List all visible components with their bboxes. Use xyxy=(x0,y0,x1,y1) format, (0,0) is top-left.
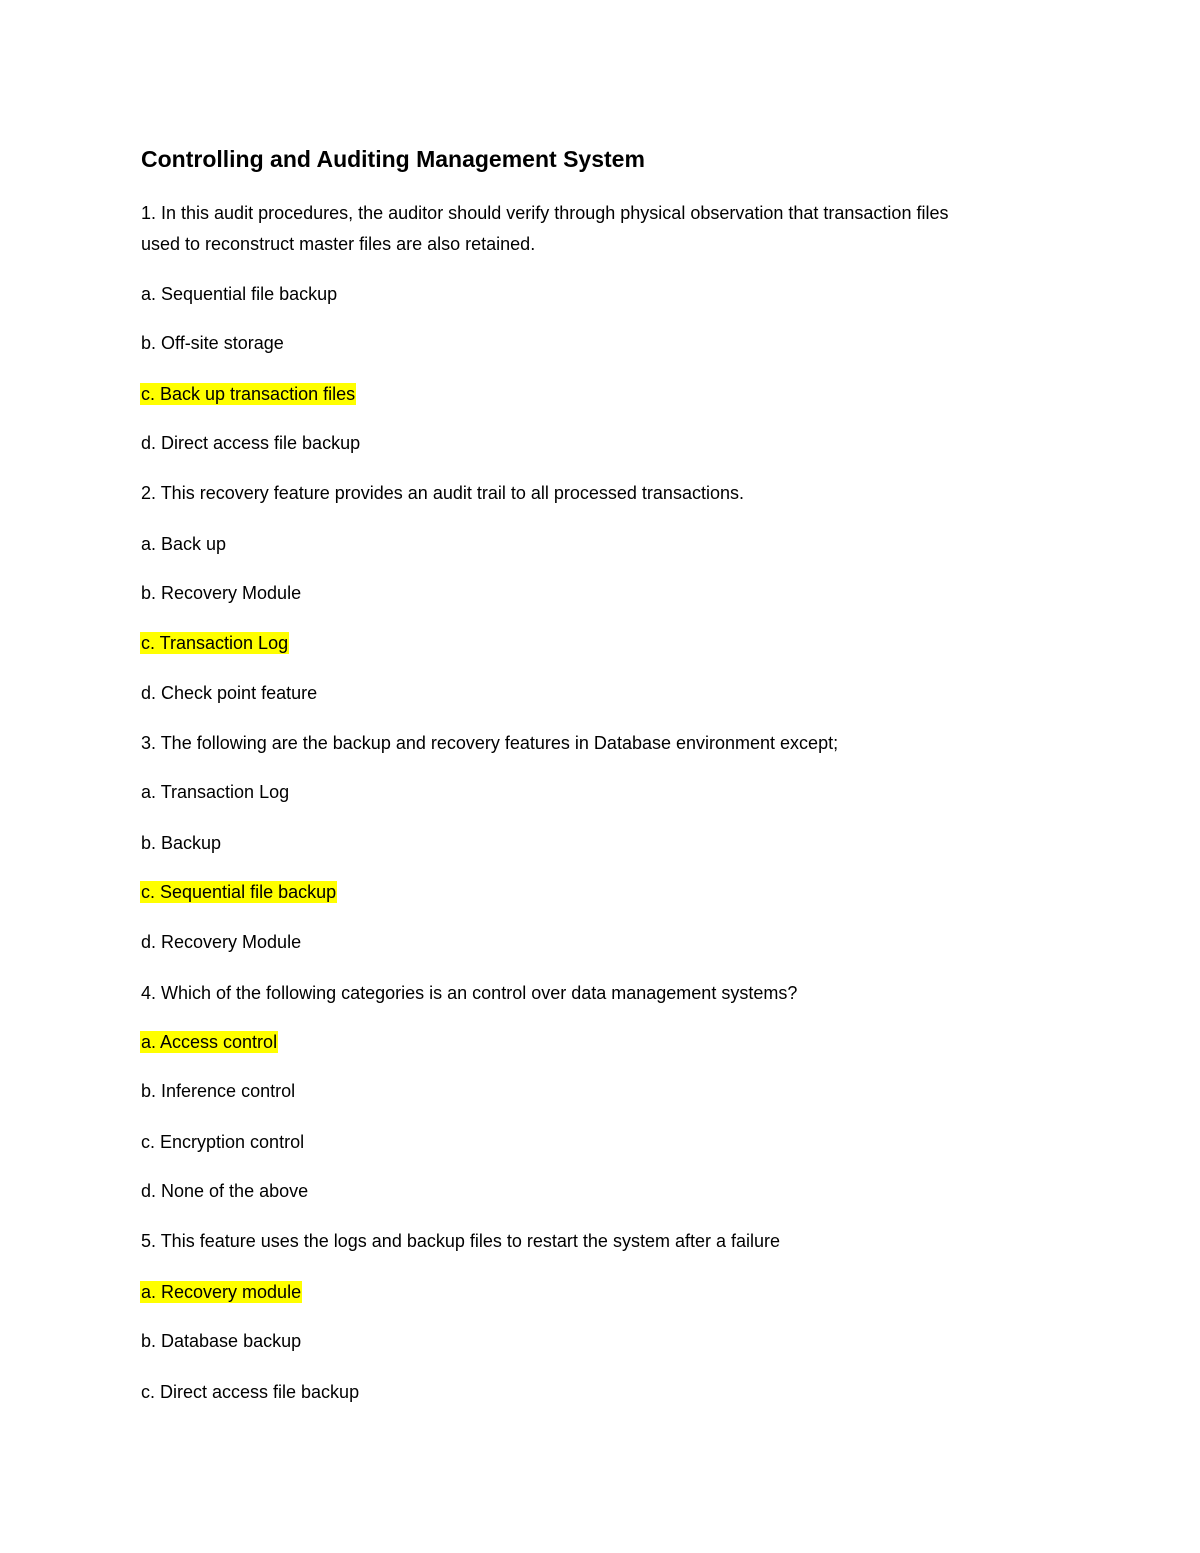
answer-option xyxy=(141,831,221,855)
question-text: used to reconstruct master files are also retained. xyxy=(141,234,536,254)
question-text: 4. Which of the following categories is an control over data management systems? xyxy=(141,983,798,1003)
option-text: d. Recovery Module xyxy=(141,932,302,952)
option-text: a. Transaction Log xyxy=(141,782,290,802)
option-text: a. Sequential file backup xyxy=(141,284,338,304)
question-2 xyxy=(141,481,744,505)
question-1-line-2 xyxy=(141,232,535,256)
highlighted-answer: c. Back up transaction files xyxy=(141,384,356,404)
document-title: Controlling and Auditing Management System xyxy=(141,146,645,172)
answer-option xyxy=(141,1130,304,1154)
question-text: 2. This recovery feature provides an audit trail to all processed transactions. xyxy=(141,483,744,503)
question-3 xyxy=(141,731,838,755)
answer-option xyxy=(141,1079,295,1103)
answer-option xyxy=(141,282,337,306)
question-5 xyxy=(141,1229,780,1253)
answer-option-correct xyxy=(141,382,356,406)
question-text: 1. In this audit procedures, the auditor should verify through physical observation that transaction files xyxy=(141,203,949,223)
option-text: d. Direct access file backup xyxy=(141,433,361,453)
answer-option xyxy=(141,681,317,705)
answer-option xyxy=(141,1329,301,1353)
answer-option xyxy=(141,581,301,605)
answer-option-correct xyxy=(141,631,289,655)
answer-option xyxy=(141,532,226,556)
option-text: b. Off-site storage xyxy=(141,333,284,353)
highlighted-answer: c. Sequential file backup xyxy=(141,882,337,902)
option-text: d. None of the above xyxy=(141,1181,309,1201)
highlighted-answer: a. Access control xyxy=(141,1032,278,1052)
option-text: d. Check point feature xyxy=(141,683,318,703)
question-text: 3. The following are the backup and recovery features in Database environment except; xyxy=(141,733,839,753)
answer-option-correct xyxy=(141,1030,278,1054)
question-4 xyxy=(141,981,797,1005)
option-text: c. Direct access file backup xyxy=(141,1382,360,1402)
option-text: b. Recovery Module xyxy=(141,583,302,603)
answer-option xyxy=(141,780,289,804)
option-text: b. Database backup xyxy=(141,1331,302,1351)
answer-option xyxy=(141,331,284,355)
option-text: b. Backup xyxy=(141,833,222,853)
answer-option xyxy=(141,431,360,455)
highlighted-answer: c. Transaction Log xyxy=(141,633,289,653)
question-text: 5. This feature uses the logs and backup files to restart the system after a failure xyxy=(141,1231,780,1251)
answer-option xyxy=(141,930,301,954)
option-text: c. Encryption control xyxy=(141,1132,305,1152)
answer-option xyxy=(141,1380,359,1404)
answer-option xyxy=(141,1179,308,1203)
option-text: a. Back up xyxy=(141,534,227,554)
highlighted-answer: a. Recovery module xyxy=(141,1282,302,1302)
option-text: b. Inference control xyxy=(141,1081,296,1101)
answer-option-correct xyxy=(141,880,337,904)
answer-option-correct xyxy=(141,1280,302,1304)
question-1-line-1 xyxy=(141,201,948,225)
